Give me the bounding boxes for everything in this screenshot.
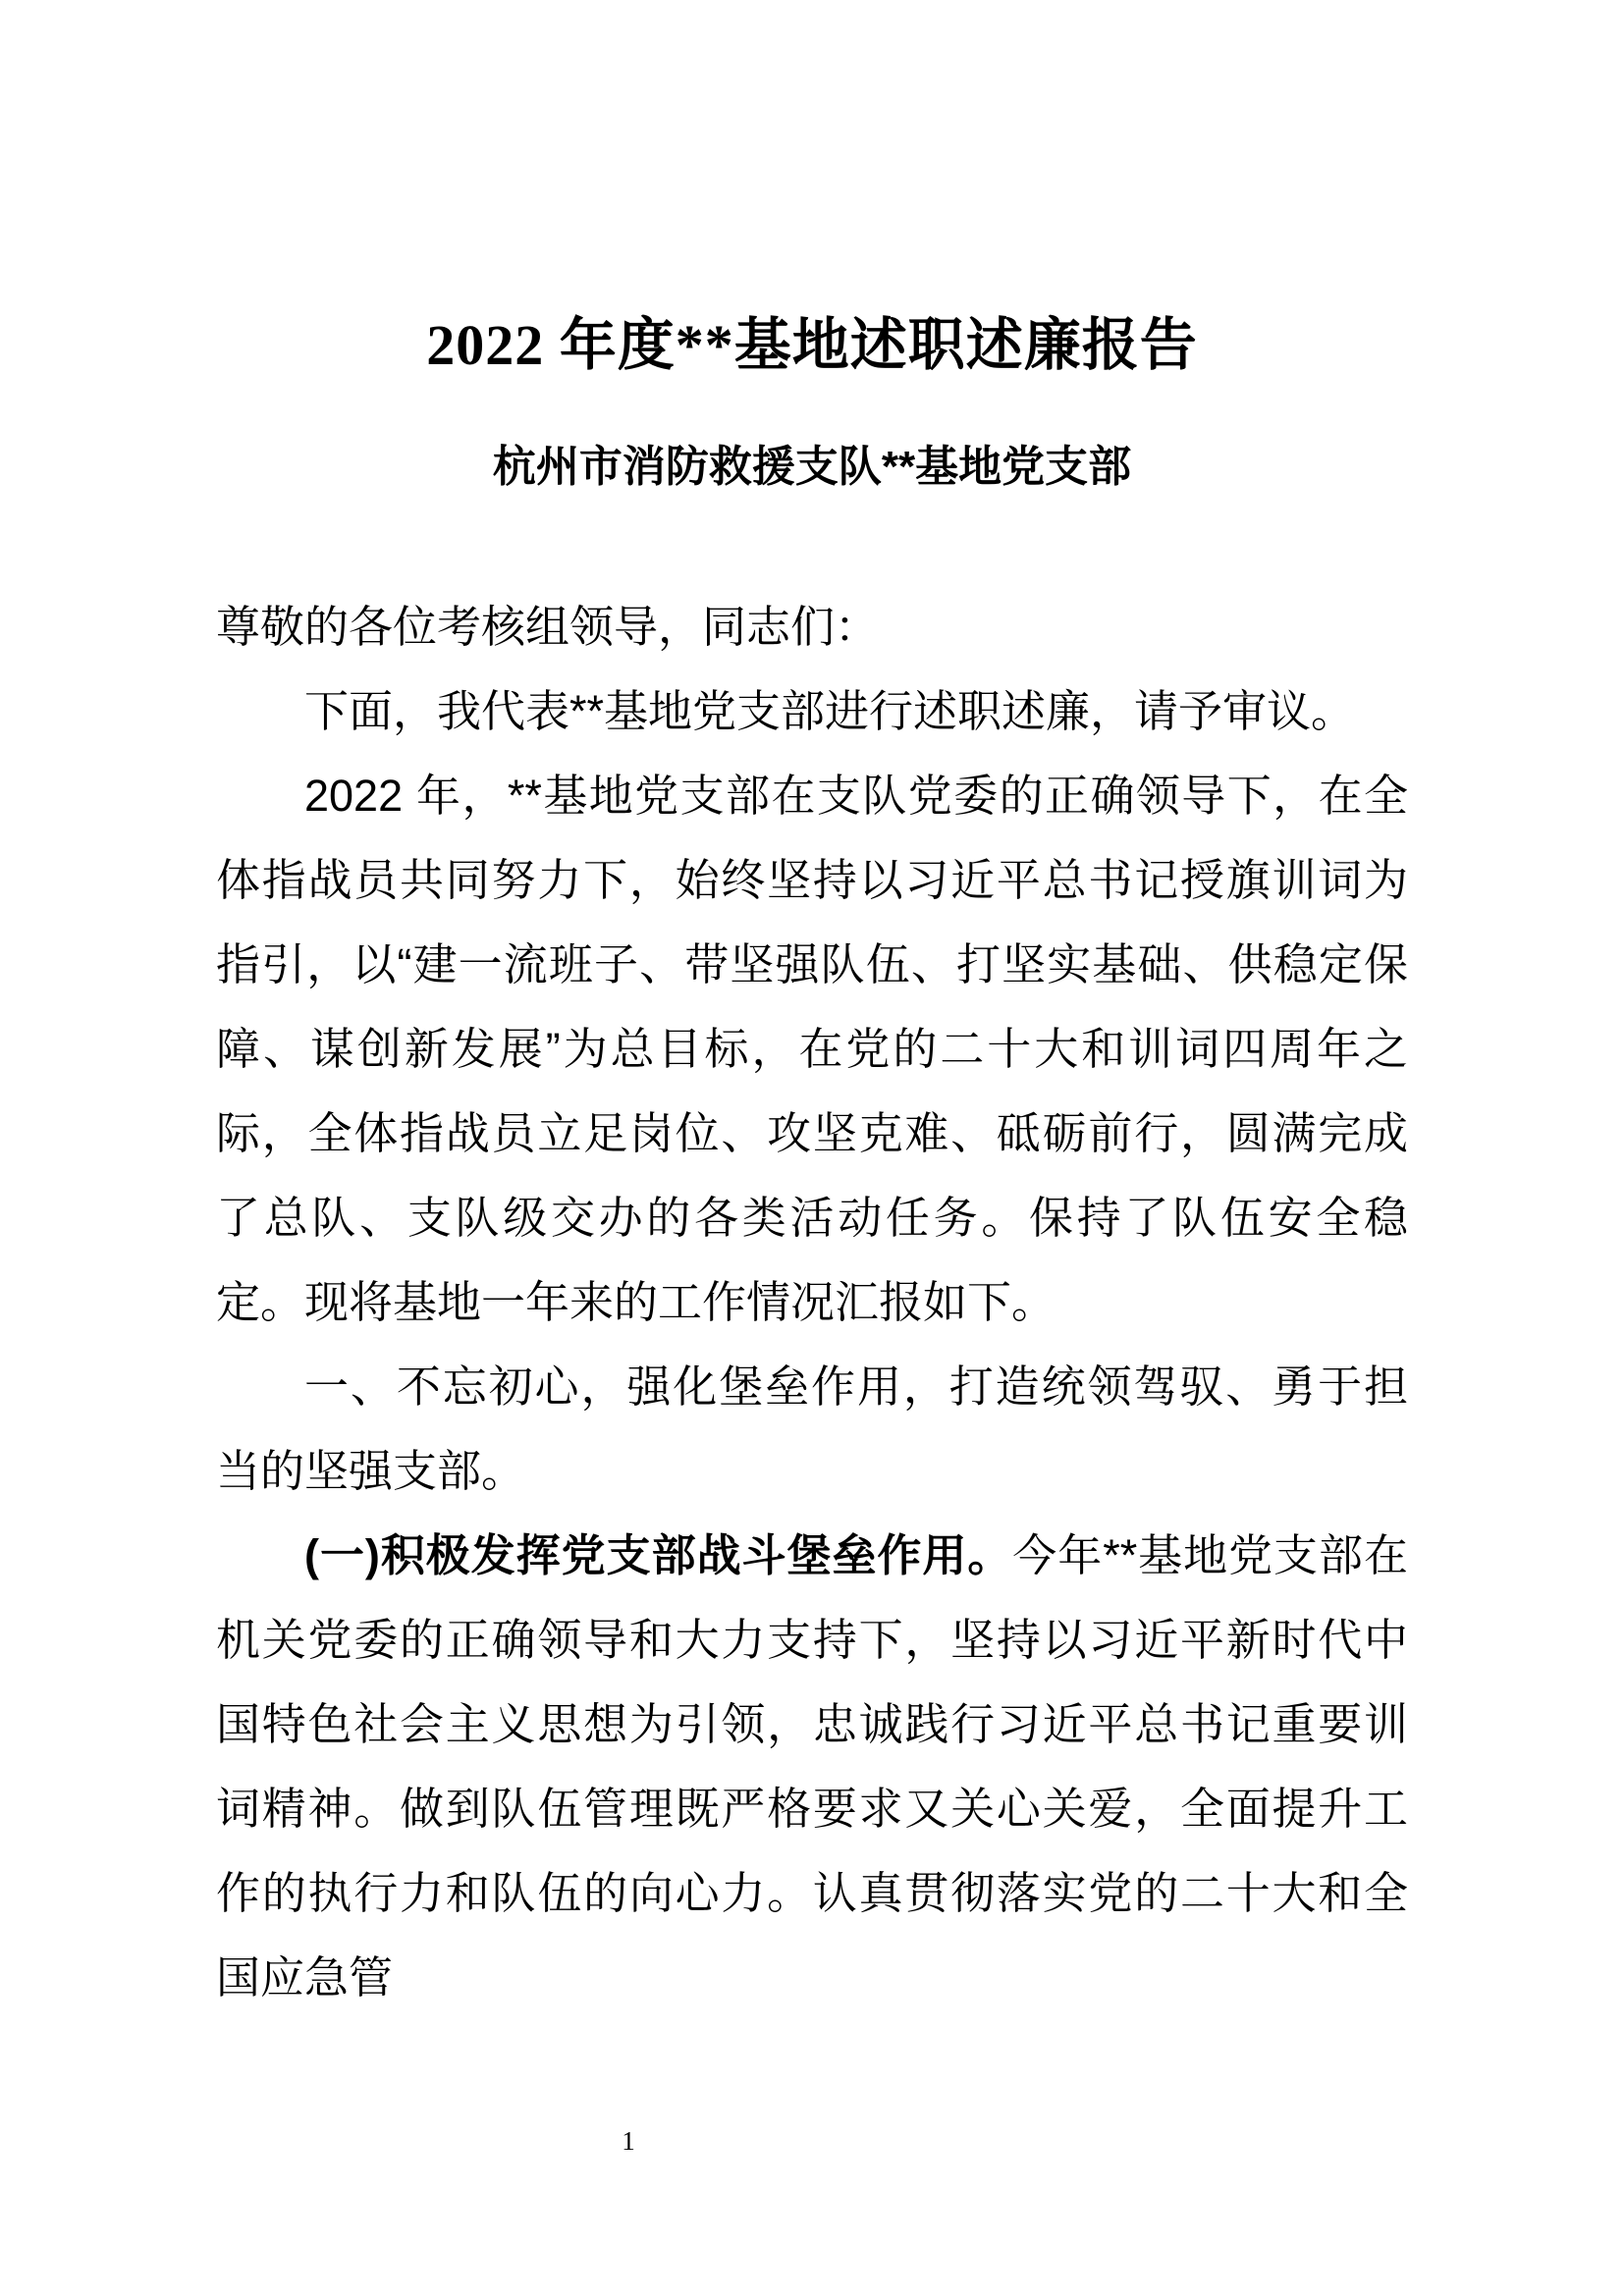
paragraph-overview: 2022 年，**基地党支部在支队党委的正确领导下，在全体指战员共同努力下，始终坚持以习近平总书记授旗训词为指引，以“建一流班子、带坚强队伍、打坚实基础、供稳定保障、谋创新发展”为总目标，在党的二十大和训词四周年之际，全体指战员立足岗位、攻坚克难、砥砺前行，圆满完成了总队、支队级交办的各类活动任务。保持了队伍安全稳定。现将基地一年来的工作情况汇报如下。 — [216, 771, 1408, 1327]
document-body — [216, 585, 1408, 2020]
section-heading-1: 一、不忘初心，强化堡垒作用，打造统领驾驭、勇于担当的坚强支部。 — [216, 1362, 1408, 1496]
page-number: 1 — [622, 2126, 635, 2156]
paragraph-section-1-text: 今年**基地党支部在机关党委的正确领导和大力支持下，坚持以习近平新时代中国特色社会主义思想为引领，忠诚践行习近平总书记重要训词精神。做到队伍管理既严格要求又关心关爱，全面提升工作的执行力和队伍的向心力。认真贯彻落实党的二十大和全国应急管 — [216, 1530, 1408, 2002]
paragraph-section-1-lead: (一)积极发挥党支部战斗堡垒作用。 — [304, 1530, 1013, 1580]
paragraph-section-1 — [216, 1514, 1408, 2020]
salutation-line: 尊敬的各位考核组领导，同志们： — [216, 602, 880, 652]
document-title: 2022 年度**基地述职述廉报告 — [426, 313, 1198, 377]
paragraph-intro: 下面，我代表**基地党支部进行述职述廉，请予审议。 — [304, 686, 1356, 736]
document-subtitle: 杭州市消防救援支队**基地党支部 — [492, 443, 1132, 491]
